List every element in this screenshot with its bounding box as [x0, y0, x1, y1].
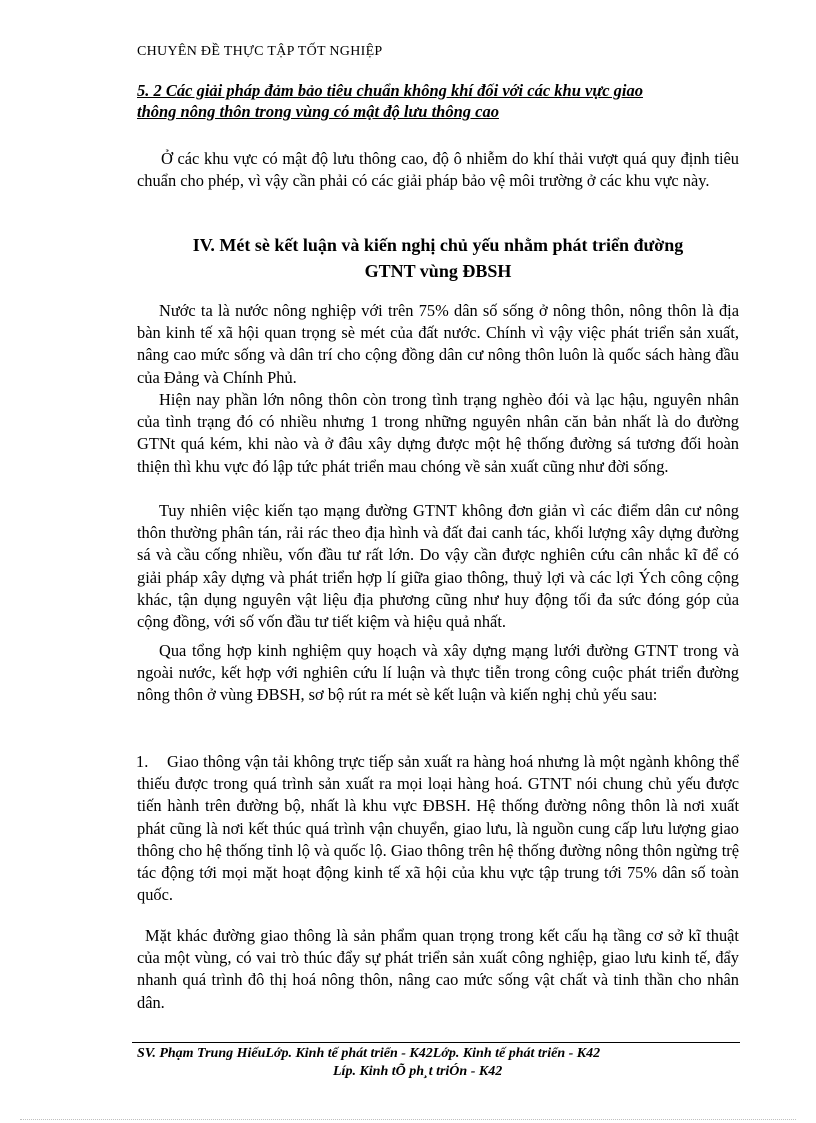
intro-paragraph: Ở các khu vực có mật độ lưu thông cao, độ ô nhiễm do khí thải vượt quá quy định tiêu chuẩn cho phép, vì vậy cần phải có các giải pháp bảo vệ môi trường ở các khu vực này.	[137, 149, 739, 191]
list-item-1: Giao thông vận tải không trực tiếp sản xuất ra hàng hoá nhưng là một ngành không thể thiếu được trong quá trình sản xuất ra mọi loại hàng hoá. GTNT nói chung chủ yếu được tiến hành trên đường bộ, nhất là khu vực ĐBSH. Hệ thống đường nông thôn là nơi xuất phát cũng là nơi kết thúc quá trình vận chuyển, giao lưu, là nguồn cung cấp lưu lượng giao thông cho hệ thống tỉnh lộ và quốc lộ. Giao thông trên hệ thống đường nông thôn ngừng trệ tác động tới mọi mặt hoạt động kinh tế xã hội của khu vực tập trung tới 75% dân số toàn quốc.	[137, 752, 739, 905]
chapter-heading	[137, 232, 739, 284]
chapter-heading-line-1: IV. Mét sè kết luận và kiến nghị chủ yếu nhằm phát triển đường	[192, 235, 684, 255]
section-title-line-1: 5. 2 Các giải pháp đảm bảo tiêu chuẩn không khí đối với các khu vực giao	[137, 81, 643, 100]
footer-line-1: SV. Phạm Trung HiếuLớp. Kinh tế phát triển - K42Lớp. Kinh tế phát triển - K42	[137, 1046, 601, 1061]
chapter-heading-line-2: GTNT vùng ĐBSH	[364, 261, 512, 281]
list-item-1-continuation: Mặt khác đường giao thông là sản phẩm quan trọng trong kết cấu hạ tầng cơ sở kĩ thuật của một vùng, có vai trò thúc đẩy sự phát triển sản xuất công nghiệp, giao lưu kinh tế, đẩy nhanh quá trình đô thị hoá nông thôn, nâng cao mức sống vật chất và tinh thần cho nhân dân.	[137, 926, 739, 1012]
list-number: 1.	[136, 752, 149, 771]
paragraph-4: Qua tổng hợp kinh nghiệm quy hoạch và xây dựng mạng lưới đường GTNT trong và ngoài nước, kết hợp với nghiên cứu lí luận và thực tiễn trong công cuộc phát triển đường nông thôn ở vùng ĐBSH, sơ bộ rút ra mét sè kết luận và kiến nghị chủ yếu sau:	[137, 641, 739, 705]
paragraph-1: Nước ta là nước nông nghiệp với trên 75% dân số sống ở nông thôn, nông thôn là địa bàn kinh tế xã hội quan trọng sè mét của đất nước. Chính vì vậy việc phát triển sản xuất, nâng cao mức sống và dân trí cho cộng đồng dân cư nông thôn luôn là quốc sách hàng đầu của Đảng và Chính Phủ.	[137, 301, 739, 387]
document-header: CHUYÊN ĐỀ THỰC TẬP TỐT NGHIỆP	[137, 44, 383, 59]
footer-divider	[132, 1042, 740, 1043]
page-bottom-dotted-divider	[20, 1119, 796, 1120]
section-title-line-2: thông nông thôn trong vùng có mật độ lưu thông cao	[137, 102, 499, 121]
paragraph-3: Tuy nhiên việc kiến tạo mạng đường GTNT không đơn giản vì các điểm dân cư nông thôn thường phân tán, rải rác theo địa hình và đất đai canh tác, khối lượng xây dựng đường sá và cầu cống nhiều, vốn đầu tư rất lớn. Do vậy cần được nghiên cứu cân nhắc kĩ để có giải pháp xây dựng và phát triển hợp lí giữa giao thông, thuỷ lợi và các lợi Ých công cộng khác, tận dụng nguyên vật liệu địa phương cũng như huy động tối đa sức đóng góp của cộng đồng, với số vốn đầu tư tiết kiệm và hiệu quả nhất.	[137, 501, 739, 632]
paragraph-2: Hiện nay phần lớn nông thôn còn trong tình trạng nghèo đói và lạc hậu, nguyên nhân của tình trạng đó có nhiều nhưng 1 trong những nguyên nhân căn bản nhất là do đường GTNt quá kém, khi nào và ở đâu xây dựng được một hệ thống đường sá tương đối hoàn thiện thì khu vực đó lập tức phát triển mau chóng về sản xuất cũng như đời sống.	[137, 390, 739, 476]
section-title	[137, 80, 747, 122]
footer-line-2: Líp. Kinh tÕ ph¸t triÓn - K42	[333, 1064, 503, 1079]
